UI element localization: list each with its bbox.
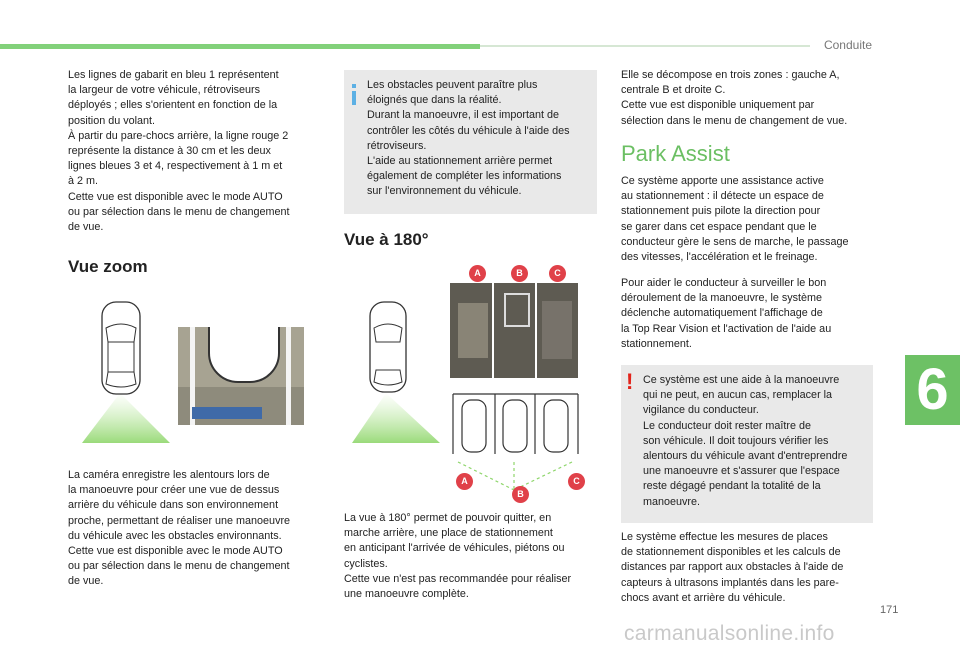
- zone-badge-a: A: [469, 265, 486, 282]
- section-title: Conduite: [823, 38, 872, 52]
- view-180-heading: Vue à 180°: [344, 230, 429, 249]
- park-assist-heading: Park Assist: [621, 141, 730, 166]
- view-180-text: La vue à 180° permet de pouvoir quitter, en marche arrière, une place de stationnement en anticipant l'arrivée de véhicules, piétons ou cyclistes. Cette vue n'est pas recommandée pour réaliser une manoeuvre complète.: [344, 512, 572, 601]
- car-top-view-icon-180: [344, 298, 444, 448]
- info-icon-bar: [352, 91, 356, 105]
- warning-text: Ce système est une aide à la manoeuvre qui ne peut, en aucun cas, remplacer la vigilance du conducteur. Le conducteur doit rester maître de son véhicule. Il doit toujours vérifier les alentours du véhicule avant d'entreprendre une manoeuvre et s'assurer que l'espace reste dégagé pendant la totalité de la manoeuvre.: [643, 374, 848, 508]
- zoom-view-text: La caméra enregistre les alentours lors de la manoeuvre pour créer une vue de dessus arrière du véhicule dans son environnement proche, permettant de réaliser une manoeuvre du véhicule avec les obstacles environnants. Cette vue est disponible avec le mode AUTO ou par sélection dans le menu de changement de vue.: [68, 469, 291, 588]
- view-180-camera-image: [450, 283, 578, 378]
- info-icon: [352, 84, 356, 88]
- zone-badge-c-bottom: C: [568, 473, 585, 490]
- zones-text: Elle se décompose en trois zones : gauche A, centrale B et droite C. Cette vue est disponible uniquement par sélection dans le menu de changement de vue.: [621, 69, 848, 127]
- header-bar-thin: [480, 45, 810, 47]
- page-number: 171: [880, 604, 899, 616]
- park-assist-text-1: Ce système apporte une assistance active au stationnement : il détecte un espace de stationnement puis pilote la direction pour se garer dans cet espace pendant que le conducteur gère le sens de marche, le passage des vitesses, l'accélération et le freinage.: [621, 175, 849, 264]
- park-assist-text-3: Le système effectue les mesures de places de stationnement disponibles et les calculs de distances par rapport aux obstacles à l'aide de capteurs à ultrasons implantés dans les pare- chocs avant et arrière du véhicule.: [621, 531, 844, 604]
- gauge-lines-text: Les lignes de gabarit en bleu 1 représentent la largeur de votre véhicule, rétroviseurs déployés ; elles s'orientent en fonction de la position du volant. À partir du pare-chocs arrière, la ligne rouge 2 représente la distance à 30 cm et les deux lignes bleues 3 et 4, respectivement à 1 m et à 2 m. Cette vue est disponible avec le mode AUTO ou par sélection dans le menu de changement de vue.: [68, 69, 290, 234]
- watermark: carmanualsonline.info: [624, 622, 835, 645]
- zone-badge-c: C: [549, 265, 566, 282]
- warning-icon: !: [626, 369, 634, 394]
- zone-badge-b: B: [511, 265, 528, 282]
- zoom-camera-image: [178, 327, 304, 425]
- park-assist-text-2: Pour aider le conducteur à surveiller le bon déroulement de la manoeuvre, le système déclenche automatiquement l'affichage de la Top Rear Vision et l'activation de l'aide au stationnement.: [621, 277, 832, 350]
- zone-badge-a-bottom: A: [456, 473, 473, 490]
- zone-badge-b-bottom: B: [512, 486, 529, 503]
- chapter-tab: 6: [905, 355, 960, 425]
- zoom-view-heading: Vue zoom: [68, 257, 148, 276]
- info-text: Les obstacles peuvent paraître plus éloignés que dans la réalité. Durant la manoeuvre, il est important de contrôler les côtés du véhicule à l'aide des rétroviseurs. L'aide au stationnement arrière permet également de compléter les informations sur l'environnement du véhicule.: [367, 79, 570, 198]
- header-bar: [0, 44, 480, 49]
- car-top-view-icon: [70, 298, 180, 448]
